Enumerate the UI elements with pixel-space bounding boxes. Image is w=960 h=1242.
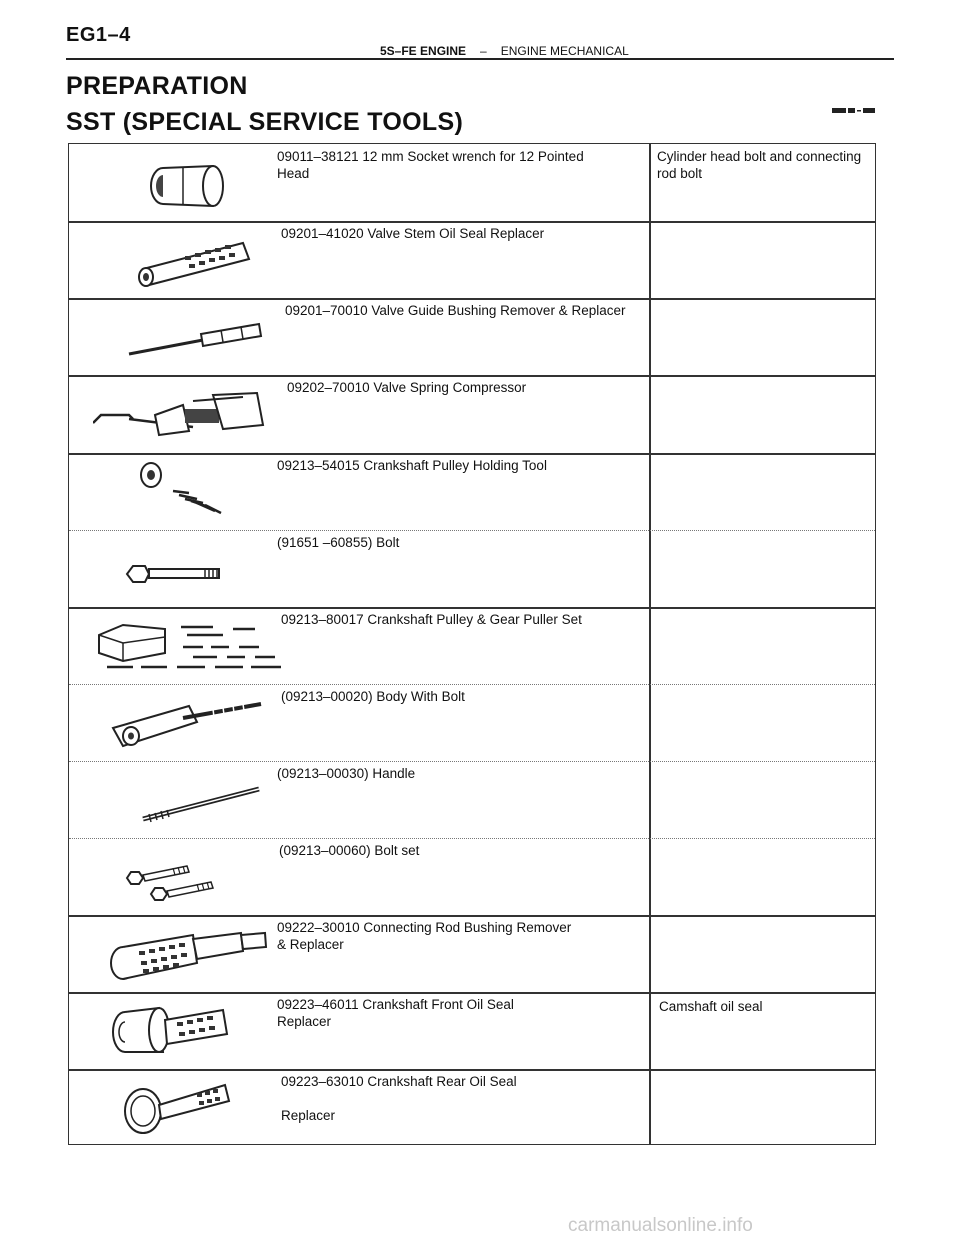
table-row: [69, 530, 877, 607]
tool-name: 09213–80017 Crankshaft Pulley & Gear Puller Set: [281, 612, 582, 627]
table-row: [69, 838, 877, 915]
table-row: [69, 144, 877, 221]
tool-name: (09213–00060) Bolt set: [279, 843, 420, 858]
handle-icon: [93, 775, 283, 835]
tool-name: 09201–70010 Valve Guide Bushing Remover & Replacer: [285, 303, 626, 318]
header-separator: –: [480, 44, 487, 58]
running-header: [380, 44, 629, 58]
table-row: [69, 221, 877, 298]
tool-name: 09223–46011 Crankshaft Front Oil Seal Replacer: [277, 997, 514, 1029]
table-row: [69, 684, 877, 761]
sst-table: [68, 143, 876, 1145]
tool-name: (91651 –60855) Bolt: [277, 535, 400, 550]
puller-body-icon: [93, 692, 283, 752]
table-row: [69, 453, 877, 530]
page-title: PREPARATION: [66, 72, 248, 100]
tool-name: 09201–41020 Valve Stem Oil Seal Replacer: [281, 226, 545, 241]
table-row: [69, 1069, 877, 1146]
tool-name: (09213–00020) Body With Bolt: [281, 689, 465, 704]
section-title: 5S–FE ENGINE: [380, 44, 467, 58]
bushing-remover-icon: [93, 310, 283, 370]
tool-use: Camshaft oil seal: [659, 999, 763, 1014]
page-id: EG1–4: [66, 24, 131, 46]
tool-name: 09213–54015 Crankshaft Pulley Holding Tool: [277, 458, 547, 473]
table-row: [69, 298, 877, 375]
tool-name: 09202–70010 Valve Spring Compressor: [287, 380, 527, 395]
spring-compressor-icon: [93, 385, 283, 445]
section-heading: SST (SPECIAL SERVICE TOOLS): [66, 108, 464, 136]
tool-name: 09223–63010 Crankshaft Rear Oil Seal Replacer: [281, 1074, 517, 1123]
bolt-set-icon: [93, 848, 283, 908]
pulley-holding-tool-icon: [93, 457, 283, 517]
tool-use: Cylinder head bolt and connecting rod bolt: [657, 149, 862, 181]
watermark: carmanualsonline.info: [568, 1215, 753, 1236]
rod-bushing-tool-icon: [93, 923, 283, 983]
tool-name: (09213–00030) Handle: [277, 766, 416, 781]
table-row: [69, 375, 877, 453]
bolt-icon: [93, 546, 283, 606]
tool-name: 09011–38121 12 mm Socket wrench for 12 Pointed Head: [277, 149, 584, 181]
header-rule: [66, 58, 894, 60]
table-row: [69, 761, 877, 838]
rear-seal-replacer-icon: [93, 1075, 283, 1135]
subsection-title: ENGINE MECHANICAL: [500, 44, 629, 58]
tool-name: 09222–30010 Connecting Rod Bushing Remover & Replacer: [277, 920, 572, 952]
table-row: [69, 915, 877, 992]
puller-set-icon: [93, 613, 293, 673]
table-row: [69, 992, 877, 1069]
front-seal-replacer-icon: [93, 998, 283, 1058]
table-row: [69, 607, 877, 684]
figure-code-stamp-icon: [832, 106, 876, 116]
socket-wrench-icon: [93, 154, 283, 214]
seal-replacer-icon: [93, 229, 283, 289]
